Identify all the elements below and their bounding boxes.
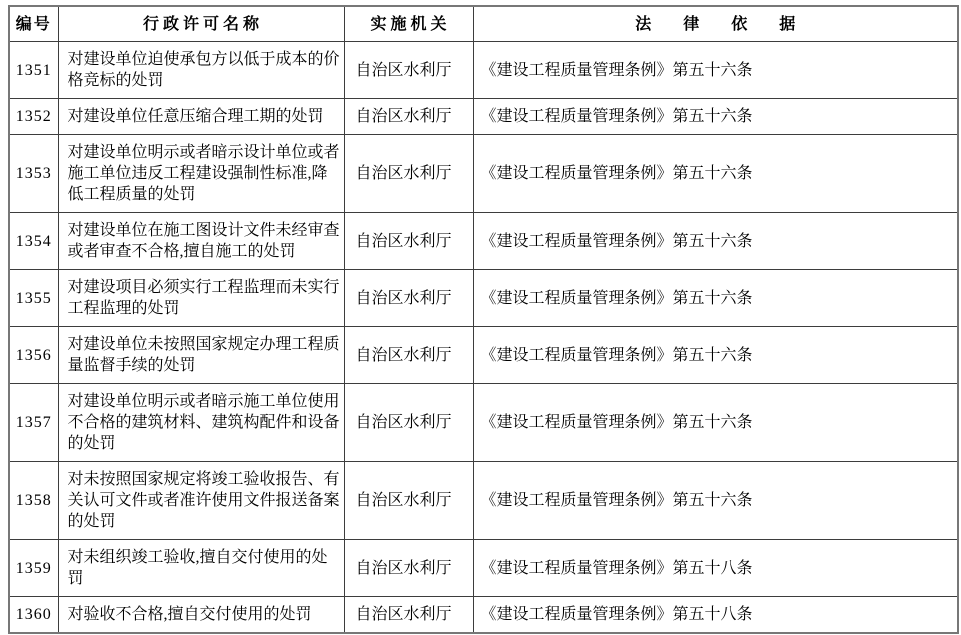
cell-legal-basis: 《建设工程质量管理条例》第五十六条 — [473, 270, 958, 327]
cell-legal-basis: 《建设工程质量管理条例》第五十八条 — [473, 540, 958, 597]
table-row — [9, 213, 958, 270]
cell-id: 1359 — [9, 540, 58, 597]
cell-legal-basis: 《建设工程质量管理条例》第五十六条 — [473, 213, 958, 270]
cell-agency: 自治区水利厅 — [344, 597, 473, 634]
table-row — [9, 597, 958, 634]
cell-agency: 自治区水利厅 — [344, 135, 473, 213]
table-row — [9, 42, 958, 99]
cell-agency: 自治区水利厅 — [344, 462, 473, 540]
header-row — [9, 6, 958, 42]
column-header-agency: 实 施 机 关 — [344, 6, 473, 42]
permits-table — [8, 5, 959, 634]
column-header-id: 编号 — [9, 6, 58, 42]
cell-permit-name: 对建设单位迫使承包方以低于成本的价格竞标的处罚 — [58, 42, 344, 99]
cell-agency: 自治区水利厅 — [344, 99, 473, 135]
cell-permit-name: 对建设单位未按照国家规定办理工程质量监督手续的处罚 — [58, 327, 344, 384]
table-row — [9, 384, 958, 462]
cell-agency: 自治区水利厅 — [344, 327, 473, 384]
table-row — [9, 135, 958, 213]
column-header-permit-name: 行 政 许 可 名 称 — [58, 6, 344, 42]
cell-agency: 自治区水利厅 — [344, 213, 473, 270]
cell-legal-basis: 《建设工程质量管理条例》第五十八条 — [473, 597, 958, 634]
permits-table-container — [8, 5, 959, 634]
cell-permit-name: 对建设项目必须实行工程监理而未实行工程监理的处罚 — [58, 270, 344, 327]
cell-permit-name: 对建设单位明示或者暗示设计单位或者施工单位违反工程建设强制性标准,降低工程质量的处罚 — [58, 135, 344, 213]
cell-agency: 自治区水利厅 — [344, 42, 473, 99]
column-header-legal-basis: 法 律 依 据 — [473, 6, 958, 42]
cell-legal-basis: 《建设工程质量管理条例》第五十六条 — [473, 384, 958, 462]
cell-agency: 自治区水利厅 — [344, 270, 473, 327]
cell-legal-basis: 《建设工程质量管理条例》第五十六条 — [473, 462, 958, 540]
cell-permit-name: 对验收不合格,擅自交付使用的处罚 — [58, 597, 344, 634]
cell-id: 1351 — [9, 42, 58, 99]
cell-permit-name: 对建设单位在施工图设计文件未经审查或者审查不合格,擅自施工的处罚 — [58, 213, 344, 270]
cell-id: 1356 — [9, 327, 58, 384]
cell-permit-name: 对建设单位任意压缩合理工期的处罚 — [58, 99, 344, 135]
cell-agency: 自治区水利厅 — [344, 540, 473, 597]
cell-id: 1352 — [9, 99, 58, 135]
table-row — [9, 99, 958, 135]
cell-id: 1358 — [9, 462, 58, 540]
cell-permit-name: 对未按照国家规定将竣工验收报告、有关认可文件或者准许使用文件报送备案的处罚 — [58, 462, 344, 540]
table-row — [9, 270, 958, 327]
table-row — [9, 462, 958, 540]
cell-legal-basis: 《建设工程质量管理条例》第五十六条 — [473, 99, 958, 135]
table-row — [9, 327, 958, 384]
cell-id: 1355 — [9, 270, 58, 327]
cell-id: 1360 — [9, 597, 58, 634]
cell-permit-name: 对建设单位明示或者暗示施工单位使用不合格的建筑材料、建筑构配件和设备的处罚 — [58, 384, 344, 462]
cell-legal-basis: 《建设工程质量管理条例》第五十六条 — [473, 135, 958, 213]
cell-permit-name: 对未组织竣工验收,擅自交付使用的处罚 — [58, 540, 344, 597]
table-body — [9, 42, 958, 634]
table-row — [9, 540, 958, 597]
cell-id: 1357 — [9, 384, 58, 462]
cell-agency: 自治区水利厅 — [344, 384, 473, 462]
cell-id: 1353 — [9, 135, 58, 213]
cell-id: 1354 — [9, 213, 58, 270]
cell-legal-basis: 《建设工程质量管理条例》第五十六条 — [473, 327, 958, 384]
cell-legal-basis: 《建设工程质量管理条例》第五十六条 — [473, 42, 958, 99]
